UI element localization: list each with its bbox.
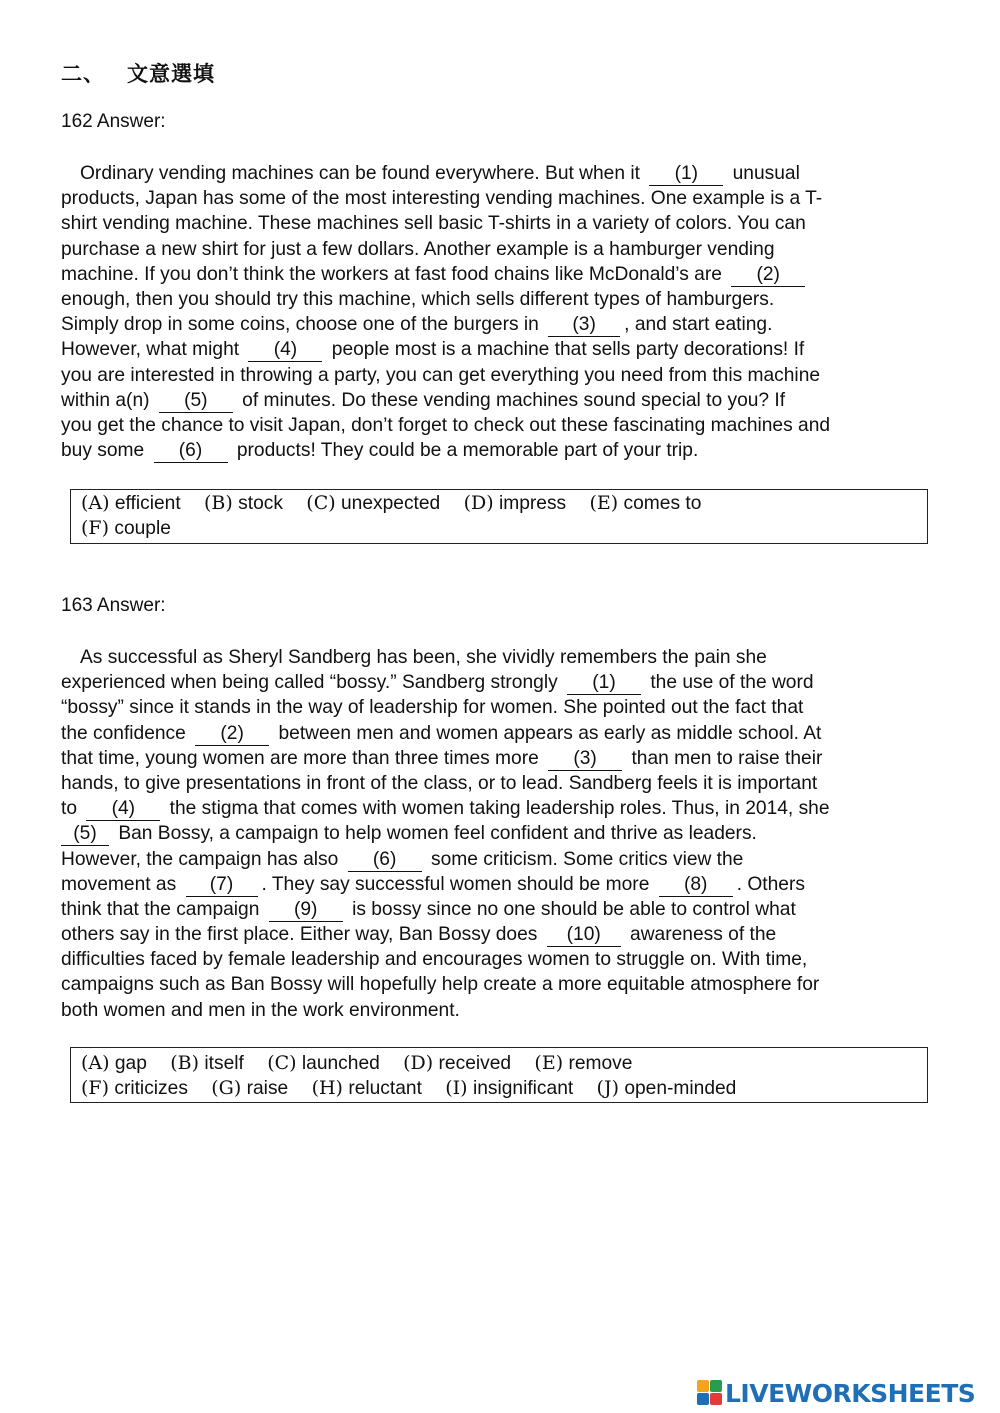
liveworksheets-logo-text: LIVEWORKSHEETS [725, 1378, 976, 1408]
q162-blank-2[interactable]: (2) [731, 265, 805, 287]
q163-blank-1[interactable]: (1) [567, 673, 641, 695]
q163-choice-j: (J) open-minded [596, 1077, 737, 1099]
liveworksheets-logo[interactable] [697, 1376, 975, 1410]
q163-blank-5[interactable]: (5) [61, 824, 109, 846]
q163-choice-i: (I) insignificant [445, 1077, 574, 1099]
q163-blank-10[interactable]: (10) [547, 925, 621, 947]
q162-answer-label: 162 Answer: [61, 111, 166, 132]
q162-blank-1[interactable]: (1) [649, 164, 723, 186]
q163-blank-7[interactable]: (7) [186, 875, 258, 897]
q163-blank-6[interactable]: (6) [348, 850, 422, 872]
q163-choice-h: (H) reluctant [311, 1077, 422, 1099]
q163-blank-2[interactable]: (2) [195, 724, 269, 746]
q162-choice-e: (E) comes to [589, 492, 702, 514]
liveworksheets-logo-icon [697, 1380, 723, 1406]
q162-choices-box [70, 489, 928, 544]
q163-answer-label: 163 Answer: [61, 595, 166, 616]
q162-choice-b: (B) stock [204, 492, 283, 514]
q163-choice-c: (C) launched [267, 1052, 380, 1074]
q163-blank-9[interactable]: (9) [269, 900, 343, 922]
q162-choice-f: (F) couple [81, 517, 171, 539]
q162-choice-d: (D) impress [463, 492, 567, 514]
q162-choice-c: (C) unexpected [306, 492, 441, 514]
q163-passage: As successful as Sheryl Sandberg has been, she vividly remembers the pain she experienced when being called “bossy.” Sandberg strongly (1) the use of the word “bossy” since it stands in the way of leadership for women. She pointed out the fact that the confidence (2) between men and women appears as early as middle school. At that time, young women are more than three times more (3) than men to raise their hands, to give presentations in front of the class, or to lead. Sandberg feels it is important to (4) the stigma that comes with women taking leadership roles. Thus, in 2014, she (5) Ban Bossy, a campaign to help women feel confident and thrive as leaders. However, the campaign has also (6) some criticism. Some critics view the movement as (7) . They say successful women should be more (8) . Others think that the campaign (9) is bossy since no one should be able to control what others say in the first place. Either way, Ban Bossy does (10) awareness of the difficulties faced by female leadership and encourages women to struggle on. With time, campaigns such as Ban Bossy will hopefully help create a more equitable atmosphere for both women and men in the work environment. [61, 647, 830, 1021]
section-heading [61, 58, 215, 88]
q163-choice-a: (A) gap [81, 1052, 147, 1074]
section-number: 二、 [61, 62, 105, 86]
q163-blank-8[interactable]: (8) [659, 875, 733, 897]
q162-blank-4[interactable]: (4) [248, 340, 322, 362]
q162-blank-6[interactable]: (6) [154, 441, 228, 463]
q162-blank-5[interactable]: (5) [159, 391, 233, 413]
q163-blank-4[interactable]: (4) [86, 799, 160, 821]
q163-choice-e: (E) remove [534, 1052, 633, 1074]
q162-passage: Ordinary vending machines can be found everywhere. But when it (1) unusual products, Japan has some of the most interesting vending machines. One example is a T- shirt vending machine. These machines sell basic T-shirts in a variety of colors. You can purchase a new shirt for just a few dollars. Another example is a hamburger vending machine. If you don’t think the workers at fast food chains like McDonald’s are (2) enough, then you should try this machine, which sells different types of hamburgers. Simply drop in some coins, choose one of the burgers in (3) , and start eating. However, what might (4) people most is a machine that sells party decorations! If you are interested in throwing a party, you can get everything you need from this machine within a(n) (5) of minutes. Do these vending machines sound special to you? If you get the chance to visit Japan, don’t forget to check out these fascinating machines and buy some (6) products! They could be a memorable part of your trip. [61, 163, 831, 462]
section-title: 文意選填 [127, 62, 215, 86]
q162-blank-3[interactable]: (3) [548, 315, 620, 337]
q163-choice-d: (D) received [403, 1052, 512, 1074]
q163-choice-g: (G) raise [211, 1077, 289, 1099]
q163-blank-3[interactable]: (3) [548, 749, 622, 771]
q163-choice-f: (F) criticizes [81, 1077, 188, 1099]
q163-choices-box [70, 1047, 928, 1103]
q163-choice-b: (B) itself [170, 1052, 244, 1074]
q162-choice-a: (A) efficient [81, 492, 181, 514]
